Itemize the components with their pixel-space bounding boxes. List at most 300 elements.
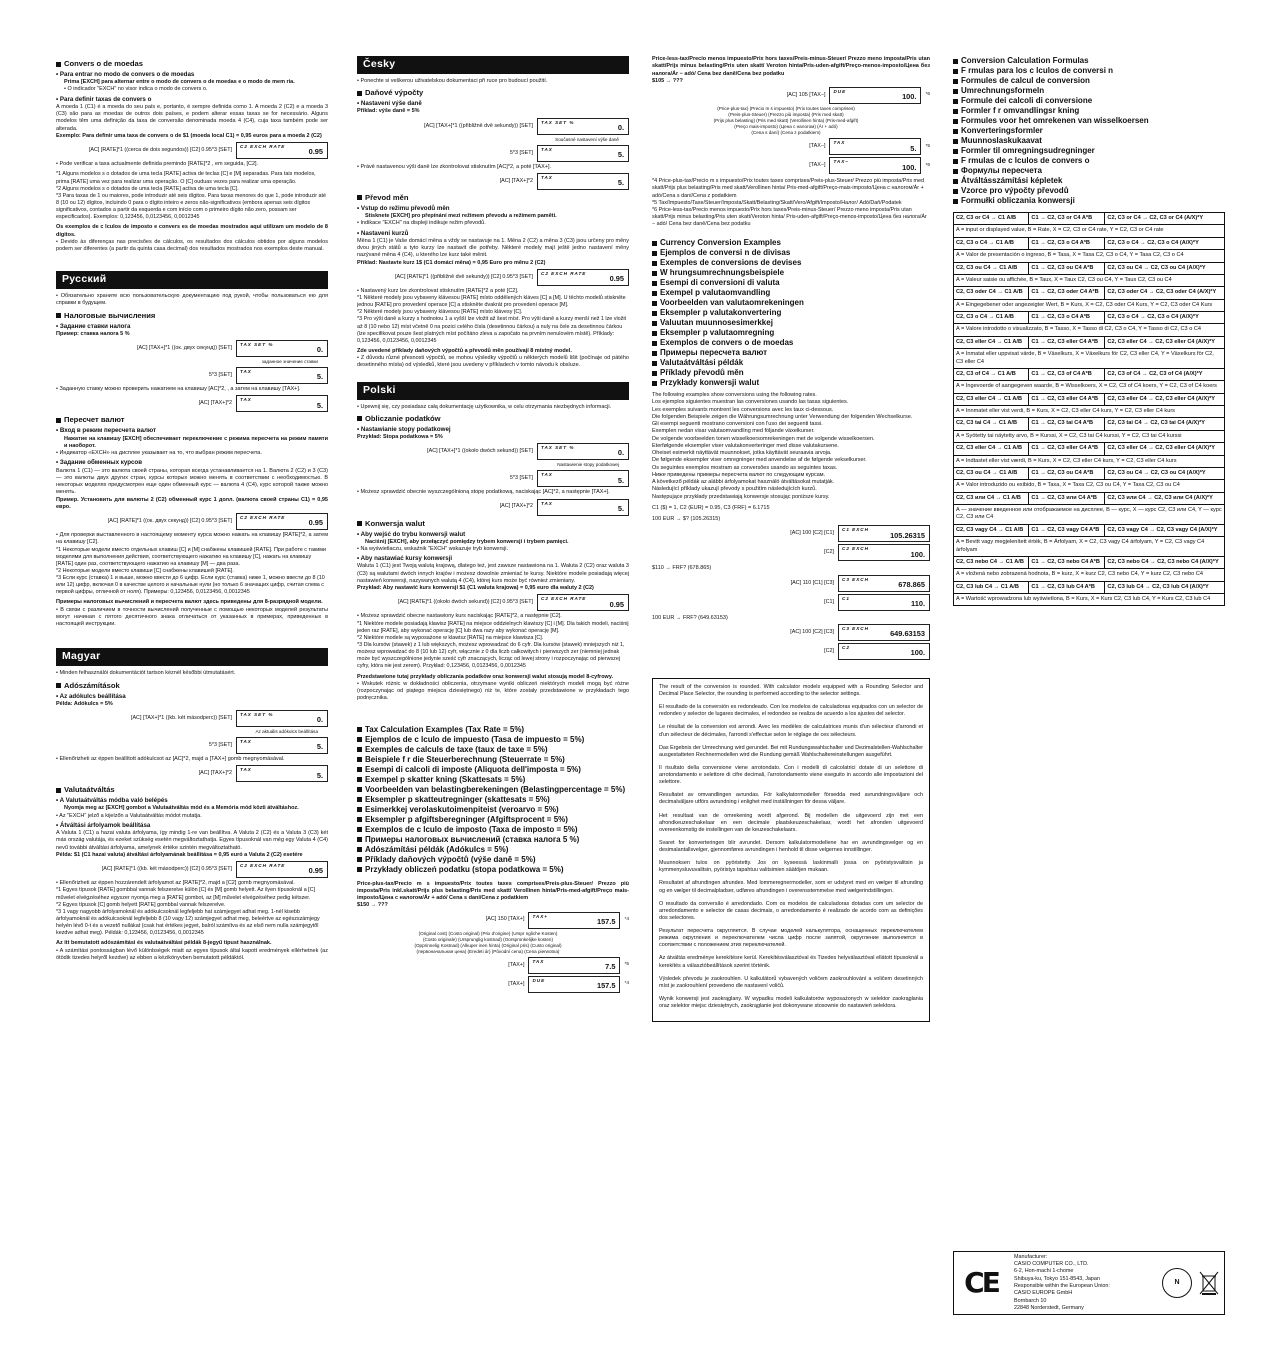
formula-heading-7: Konverteringsformler <box>953 126 1225 136</box>
pl-rate-example: Przykład: Aby nastawić kurs konwersji $1 (C1 waluta krajowa) = 0,95 euro dla waluty 2 (C2) <box>357 585 594 592</box>
table-cell: C2, C3 eller C4 → C2, C3 eller C4 (A/X)*Y <box>1105 443 1225 455</box>
table-cell: C2, C3 ou C4 → C2, C3 ou C4 (A/X)*Y <box>1105 467 1225 479</box>
less-tax-intro: Price-less-tax/Precio menos impuesto/Prix hors taxes/Preis-minus-Steuer/ Prezzo meno imposta/Pris utan skatt/Prijs minus belasting/Pris uten skatt/ Veroton hinta/Pris-uden-afgift/Preço-menos-imposto/Цена без налога/Ár − adó/ Cena bez daně/Cena bez podatku <box>652 56 930 77</box>
cz-cur-sub: • Vstup do režimu převodů měn <box>357 204 450 212</box>
rounding-paragraph: Výsledek převodu je zaokrouhlen. U kalkulátorů vybavených voličem zaokrouhlování a voličem desetinných míst je zaokrouhlení provedeno dle nastavení voličů. <box>659 975 923 989</box>
pt-ex3: • Devido às diferenças nas precisões de cálculos, os resultados dos cálculos obtidos por alguns modelos podem ser diferentes (a partir da quinta casa decimal) dos resultados mostrados nos exemplos deste manual. <box>56 238 328 253</box>
table-row <box>954 406 1225 418</box>
follow-line: Następujące przykłady przedstawiają konwersje stosując poniższe kursy. <box>652 493 830 500</box>
table-cell: C2, C3 ou C4 → C2, C3 ou C4 (A/X)*Y <box>1105 262 1225 274</box>
rounding-paragraph: Результат пересчета округляется. В случае моделей калькулятора, оснащенных переключателем режима округления и переключателем числа цифр после запятой, округление выполняется в соответствии с положением этих переключателей. <box>659 928 923 949</box>
column-1 <box>56 56 328 962</box>
currency-heading-12: Valutaátváltási példák <box>652 358 930 368</box>
formula-heading-9: Formler til omregningsudregninger <box>953 146 1225 156</box>
formula-table <box>953 212 1225 606</box>
cz-notes: *1 Některé modely jsou vybaveny klávesou [RATE] místo oddělených kláves [C] a [M]. U těchto modelů stiskněte jednou [RATE] pro provedení operace [C] a stiskněte dvakrát pro provedení operace [M]. *2 Některé modely jsou vybaveny klávesou [RATE] místo klávesy [C]. *3 Pro výši daně a kurzy s hodnotou 1 a vyšší lze vložit až šest míst. Pro výši daně a kurzy menší než 1 lze vložit až 8 (10 nebo 12) míst včetně 0 na pozici celého čísla (desetinnou čárkou) a nuly na čele za desetinnou čárkou (lze specifikovat pouze šest platných míst počítáno zleva a započato na prvním nenulovém místě). Příklady: 0,123456, 0,0123456, 0,0012345 <box>357 295 627 344</box>
currency-heading-1: Ejemplos de conversi n de divisas <box>652 248 930 258</box>
hu-rate-text: A Valuta 1 (C1) a hazai valuta árfolyama, így mindig 1-re van beállítva. A Valuta 2 (C2) és a Valuta 3 (C3) két más ország valutája, és ezeket szükség esetén megváltoztathatja. Egyes típusoknál van még egy Valuta 4 (C4) nevű további átváltási árfolyama, amelynek értéke szintén megváltoztatható. <box>56 830 328 851</box>
table-cell: C1 → C2, C3 or C4 A*B <box>1029 213 1105 225</box>
lang-bar-cz: Česky <box>357 56 629 74</box>
table-cell: C1 → C2, C3 eller C4 A*B <box>1029 393 1105 405</box>
table-cell: C2, C3 eller C4 → C2, C3 eller C4 (A/X)*Y <box>1105 336 1225 348</box>
tax-heading-13: Příklady daňových výpočtů (výše daně = 5%) <box>357 855 629 865</box>
hu-rate-example: Példa: $1 (C1 hazai valuta) átváltási árfolyamának beállítása = 0,95 euró a Valuta 2 (C2) esetére <box>56 851 303 858</box>
formula-heading-0: Conversion Calculation Formulas <box>953 56 1225 66</box>
table-note: A = Valor de presentación o ingreso, B = Tasa, X = Tasa C2, C3 o C4, Y = Tasa C2, C3 o C4 <box>954 250 1225 262</box>
ru-tax-heading: Налоговые вычисления <box>56 311 328 321</box>
hu-caption: Az aktuális adókulcs beállítása <box>255 728 318 734</box>
hu-tax-example: Példa: Adókulcs = 5% <box>56 700 113 707</box>
currency-heading-7: Eksempler p valutakonvertering <box>652 308 930 318</box>
table-row <box>954 455 1225 467</box>
rounding-paragraph: Wynik konwersji jest zaokrąglany. W wypadku modeli kalkulatorów wyposażonych w selektor zaokrąglania oraz selektor miejsc dziesiętnych, zaokrąglanie jest dokonywane stosownie do nastawień selektora. <box>659 995 923 1010</box>
cz-tax-example: Příklad: výše daně = 5% <box>357 108 420 115</box>
hu-key-row-2: 5*3 [SET] TAX 5. <box>56 737 328 754</box>
table-row <box>954 467 1225 479</box>
tax-heading-12: Adószámítási példák (Adókulcs = 5%) <box>357 845 629 855</box>
pl-cur-text: Naciśnij [EXCH], aby przełączyć pomiędzy trybem konwersji i trybem pamięci. <box>365 538 569 545</box>
cz-tax-check: • Právě nastavenou výši daně lze zkontrolovat stisknutím [AC]*2, a poté [TAX+]. <box>357 163 552 170</box>
table-cell: C2, C3 o C4 → C2, C3 o C4 (A/X)*Y <box>1105 312 1225 324</box>
follow-line: De følgende eksempler viser omregninger med anvendelse af de følgende vekselkurser. <box>652 457 867 464</box>
table-cell: C2, C3 eller C4 → C2, C3 eller C4 (A/X)*Y <box>1105 393 1225 405</box>
currency-heading-6: Voorbeelden van valutaomrekeningen <box>652 298 930 308</box>
cz-cur-heading: Převod měn <box>357 193 629 203</box>
table-row <box>954 262 1225 274</box>
hu-tax-check: • Ellenőrizheti az éppen beállított adókulcsot az [AC]*2, majd a [TAX+] gomb megnyomásával. <box>56 756 285 763</box>
pl-cur-ind: • Na wyświetlaczu, wskaźnik "EXCH" wskazuje tryb konwersji. <box>357 545 509 552</box>
ru-rate-example: Пример. Установить для валюты 2 (C2) обменный курс 1 долл. (валюта своей страны C1) = 0,95 евро. <box>56 496 328 510</box>
less-key-row-1: [AC] 105 [TAX−] DUE 100. *6 <box>652 87 930 104</box>
table-cell: C1 → C2, C3 of C4 A*B <box>1029 368 1105 380</box>
table-note: A = Indtastet eller vist værdi, B = Kurs, X = C2, C3 eller C4 kurs, Y = C2, C3 eller C4 kurs <box>954 455 1225 467</box>
table-cell: C2, C3 oder C4 → C1 A/B <box>954 287 1029 299</box>
table-cell: C1 → C2, C3 vagy C4 A*B <box>1029 524 1105 536</box>
table-cell: C2, C3 oder C4 → C2, C3 oder C4 (A/X)*Y <box>1105 287 1225 299</box>
rounding-paragraph: Il risultato della conversione viene arrotondato. Con i modelli di calcolatrici dotate di un selettore di arrotondamento e selettore di cifre decimali, l'arrotondamento viene eseguito in accordo alle impostazioni del selettore. <box>659 764 923 786</box>
currency-heading-14: Przykłady konwersji walut <box>652 378 930 388</box>
tax-key-row-2: [TAX+] TAX 7.5 *5 <box>357 957 629 974</box>
formula-headings <box>953 56 1225 206</box>
follow-line: Gli esempi seguenti mostrano conversioni con l'uso dei seguenti tassi. <box>652 421 823 428</box>
tax-footnotes: *4 Price-plus-tax/Precio m s impuesto/Prix toutes taxes comprises/Preis-plus-Steuer/ Prezzo più imposta/Pris med skatt/Prijs plus belasting/Pris med skatt/Verollinen hinta/ Pris-med-afgift/Preço-mais-imposto/Цена с налогом/Ár + adó/Cena s daní/Cena z podatkiem *5 Tax/Impuesto/Taxe/Steuer/Imposta/Skatt/Belasting/Skatt/Vero/Afgift/Imposto/Налог/ Adó/Daň/Podatek *6 Price-less-tax/Precio menos impuesto/Prix hors taxes/Preis-minus-Steuer/ Prezzo meno imposta/Pris utan skatt/Prijs minus belasting/Pris uten skatt/Veroton hinta/ Pris-uden-afgift/Preço-menos-imposto/Цена без налога/Ár − adó/ Cena bez daně/Cena bez podatku <box>652 178 927 228</box>
tax-heading-2: Exemples de calculs de taxe (taux de taxe = 5%) <box>357 745 629 755</box>
rounding-paragraph: Das Ergebnis der Umrechnung wird gerundet. Bei mit Rundungswahlschalter und Dezimalstellen-Wahlschalter ausgestatteten Rechnermodellen wird die Rundung gemäß Wahlschaltereinstellungen ausgeführt. <box>659 744 923 758</box>
table-cell: C2, C3 ou C4 → C1 A/B <box>954 262 1029 274</box>
pl-rate-check: • Możesz sprawdzić obecne nastawiony kurs naciskając [RATE]*2, a następnie [C2]. <box>357 613 562 620</box>
table-cell: C1 → C2, C3 lub C4 A*B <box>1029 581 1105 593</box>
tax-question: $150 → ??? <box>357 902 388 909</box>
rounding-paragraph: Muunnoksen tulos on pyöristetty. Jos on kyseessä laskinmalli jossa on pyöristysvalitsin ja kymmenysluvuvalitsin, pyöristys tapahtuu valitsimien säätöjen mukaan. <box>659 860 923 874</box>
hu-key-row-4: [AC] [RATE]*1 ((kb. két másodperc)) [C2] 0.95*3 [SET] C2 EXCH RATE 0.95 <box>56 861 328 878</box>
formula-heading-6: Formules voor het omrekenen van wisselkoersen <box>953 116 1225 126</box>
hu-rate-sub: • Átváltási árfolyamok beállítása <box>56 821 151 829</box>
tax-heading-10: Exemplos de c lculo de imposto (Taxa de imposto = 5%) <box>357 825 629 835</box>
ru-tax-example: Пример: ставка налога 5 % <box>56 330 130 337</box>
currency-example-headings <box>652 238 930 388</box>
table-note: A = vložená nebo zobrazená hodnota, B = kurz, X = kurz C2, C3 nebo C4, Y = kurz C2, C3 nebo C4 <box>954 569 1225 581</box>
lang-bar-hu: Magyar <box>56 648 328 666</box>
table-cell: C1 → C2, C3 oder C4 A*B <box>1029 287 1105 299</box>
table-cell: C1 → C2, C3 ou C4 A*B <box>1029 467 1105 479</box>
pl-rate-text: Waluta 1 (C1) jest Twoją walutą krajową, dlatego też, jest zawsze nastawiona na 1. Waluta 2 (C2) oraz waluta 3 (C3) są walutami dwóch innych krajów i możesz dowolnie zmieniać te kursy. Niektóre modele posiadają więcej nastawień konwersji, nazywanych walutą 4 (C4), której kurs może być również zmieniany. <box>357 563 629 584</box>
currency-heading-13: Příklady převodů měn <box>652 368 930 378</box>
tax-heading-1: Ejemplos de c lculo de impuesto (Tasa de impuesto = 5%) <box>357 735 629 745</box>
manufacturer-box <box>953 1251 1225 1315</box>
table-cell: C1 → C2, C3 tai C4 A*B <box>1029 418 1105 430</box>
pl-key-row-1: [AC] [TAX+]*1 ((około dwóch sekund)) [SET] TAX SET % 0. <box>357 443 629 460</box>
cz-rate-check: • Nastavený kurz lze zkontrolovat stisknutím [RATE]*2 a poté [C2]. <box>357 287 519 294</box>
table-row <box>954 537 1225 557</box>
rounding-paragraph: Het resultaat van de omrekening wordt afgerond. Bij modellen die uitgevoerd zijn met een afrondkeuzeschakelaar en een decimale plaatskeuzeschakelaar, wordt het afronden uitgevoerd overeenkomstig de instellingen van de keuzeschakelaars. <box>659 812 923 833</box>
pt-key-row <box>56 142 328 159</box>
cz-rate-sub: • Nastavení kurzů <box>357 229 409 237</box>
table-row <box>954 505 1225 525</box>
table-row <box>954 556 1225 568</box>
table-row <box>954 237 1225 249</box>
follow-text <box>652 392 930 501</box>
conv-q3: 100 EUR → FRF? (649.63153) <box>652 614 728 621</box>
table-cell: C1 → C2, C3 eller C4 A*B <box>1029 336 1105 348</box>
table-note: A = input or displayed value, B = Rate, X = C2, C3 or C4 rate, Y = C2, C3 or C4 rate <box>954 225 1225 237</box>
pl-notes: *1 Niektóre modele posiadają klawisz [RATE] na miejsce oddzielnych klawiszy [C] i [M]. Dla takich modeli, naciśnij jeden raz [RATE], aby wykonać operację [C] lub dwa razy aby wykonać operację [M]. *2 Niektóre modele są wyposażone w klawisz [RATE] na miejsce klawisza [C]. *3 Dla kursów (stawek) z 1 lub większych, możesz wprowadzać do 6 cyfr. Dla kursów (stawek) mniejszych niż 1, możesz wprowadzać do 8 (10 lub 12) cyfr, włącznie z 0 dla liczb całkowitych i pierwszych zer (niemniej jednak może być wyszczególnione jedynie sześć cyfr znaczących, licząc od lewej strony i rozpoczynając od pierwszej cyfry, która nie jest zerem). Przykład: 0,123456, 0,0123456, 0,0012345 <box>357 620 629 670</box>
rounding-note-box <box>652 678 930 1022</box>
ru-cur-text: Нажатие на клавишу [EXCH] обеспечивает переключение с режима пересчета на режим памяти и наоборот. <box>64 435 328 449</box>
table-cell: C1 → C2, C3 nebo C4 A*B <box>1029 556 1105 568</box>
table-cell: C2, C3 vagy C4 → C2, C3 vagy C4 (A/X)*Y <box>1105 524 1225 536</box>
conv-row-1: [AC] 100 [C2] [C1] C1 EXCH 105.26315 <box>652 525 930 542</box>
tax-key-row-1: [AC] 150 [TAX+] TAX+ 157.5 *4 <box>357 912 629 929</box>
pl-intro: • Upewnij się, czy posiadasz całą dokumentację użytkownika, w celu otrzymania niezbędnych informacji. <box>357 403 612 410</box>
pt-entry-heading: • Para entrar no modo de convers o de moedas <box>56 71 195 79</box>
table-note: A = Inmatat eller uppvisat värde, B = Växelkurs, X = Växelkurs för C2, C3 eller C4, Y = Växelkurs för C2, C3 eller C4 <box>954 349 1225 369</box>
table-cell: C2, C3 or C4 → C1 A/B <box>954 213 1029 225</box>
tax-heading-7: Eksempler p skatteutregninger (skattesats = 5%) <box>357 795 629 805</box>
currency-heading-9: Eksempler p valutaomregning <box>652 328 930 338</box>
column-4 <box>953 56 1225 606</box>
table-cell: C2, C3 nebo C4 → C2, C3 nebo C4 (A/X)*Y <box>1105 556 1225 568</box>
tax-heading-5: Exempel p skatter kning (Skattesats = 5%) <box>357 775 629 785</box>
table-cell: C1 → C2, C3 ou C4 A*B <box>1029 262 1105 274</box>
table-cell: C2, C3 tai C4 → C2, C3 tai C4 (A/X)*Y <box>1105 418 1225 430</box>
table-cell: C2, C3 ou C4 → C1 A/B <box>954 467 1029 479</box>
ru-tax-check: • Заданную ставку можно проверить нажатием на клавишу [AC]*2, , а затем на клавишу [TAX+]. <box>56 386 301 393</box>
cz-cur-ind: • Indikace "EXCH" na displeji indikuje režim převodů. <box>357 220 486 227</box>
table-row <box>954 324 1225 336</box>
pt-heading: Convers o de moedas <box>56 59 328 69</box>
table-row <box>954 213 1225 225</box>
ru-key-row-2: 5*3 [SET] TAX 5. <box>56 367 328 384</box>
column-2 <box>357 56 629 995</box>
ru-key-row-4: [AC] [RATE]*1 ((ок. двух секунд)) [C2] 0.95*3 [SET] C2 EXCH RATE 0.95 <box>56 513 328 530</box>
table-row <box>954 368 1225 380</box>
table-cell: C2, C3 o C4 → C1 A/B <box>954 237 1029 249</box>
table-row <box>954 336 1225 348</box>
follow-line: Los ejemplos siguientes muestran las conversiones usando las tasas siguientes. <box>652 399 849 406</box>
ru-ex3: • В связи с различием в точности вычислений полученные с помощью некоторых моделей результаты могут начиная с пятого десятичного знака отличаться от указанных в примерах, приведенных в настоящей инструкции. <box>56 606 328 628</box>
table-note: A = Eingegebener oder angezeigter Wert, B = Kurs, X = C2, C3 oder C4 Kurs, Y = C2, C3 oder C4 Kurs <box>954 299 1225 311</box>
table-cell: C2, C3 eller C4 → C1 A/B <box>954 393 1029 405</box>
cz-rate-text: Měna 1 (C1) je Vaše domácí měna a vždy se nastavuje na 1. Měna 2 (C2) a měna 3 (C3) jsou určeny pro měny dvou jiných států a tyto kurzy lze nastavit dle potřeby. Některé modely mají ještě jedno nastavení měny nazývané měna 4 (C4), u kterého lze kurz také měnit. <box>357 237 629 259</box>
pt-entry-text: Prima [EXCH] para alternar entre o modo de convers o de moedas e o modo de mem ria. <box>64 79 295 86</box>
column-3 <box>652 56 930 1022</box>
rates-line: C1 ($) = 1, C2 (EUR) = 0.95, C3 (FRF) = 6.1715 <box>652 504 770 511</box>
formula-heading-8: Muunnoslaskukaavat <box>953 136 1225 146</box>
table-row <box>954 581 1225 593</box>
formula-heading-4: Formule dei calcoli di conversione <box>953 96 1225 106</box>
rounding-paragraph: Resultatet av omvandlingen avrundas. För kalkylatormodeller försedda med avrundningsväljare och decimalväljare utförs avrundning i enlighet med inställningen för dessa väljare. <box>659 792 923 806</box>
tax-intro: Price-plus-tax/Precio m s impuesto/Prix toutes taxes comprises/Preis-plus-Steuer/ Prezzo più imposta/Pris inkl.skatt/Prijs plus belasting/Pris med skatt/ Verollinen hinta/Pris-med-afgift/Preço mais-imposto/Цена с налогом/Ár + adó/ Cena s daní/Cena z podatkiem <box>357 880 629 902</box>
follow-line: The following examples show conversions using the following rates. <box>652 392 817 399</box>
follow-line: Oheiset esimerkit näyttävät muunnokset, jotka käyttävät seuraavia arvoja. <box>652 450 832 457</box>
table-note: A = Bevitt vagy megjelenített érték, B = Árfolyam, X = C2, C3 vagy C4 árfolyam, Y = C2, C3 vagy C4 árfolyam <box>954 537 1225 557</box>
tax-key-row-3: [TAX+] DUE 157.5 *4 <box>357 976 629 993</box>
table-row <box>954 393 1225 405</box>
follow-line: Exemplen nedan visar valutaomvandling med följande växelkurser. <box>652 428 815 435</box>
follow-line: A következő példák az alábbi árfolyamokat használó átváltásokat mutatják. <box>652 479 835 486</box>
formula-heading-13: Vzorce pro výpočty převodů <box>953 186 1225 196</box>
table-cell: C2, C3 vagy C4 → C1 A/B <box>954 524 1029 536</box>
rounding-paragraph: El resultado de la conversión es redondeado. Con los modelos de calculadoras equipados con un selector de redondeo y selector de lugares decimales, el redondeo se realiza de acuerdo a los ajustes del selector. <box>659 704 923 718</box>
pt-rates-heading: • Para definir taxas de convers o <box>56 95 152 103</box>
formula-heading-1: F rmulas para los c lculos de conversi n <box>953 66 1225 76</box>
cz-tax-sub: • Nastavení výše daně <box>357 100 422 108</box>
follow-line: Les exemples suivants montrent les conversions avec les taux ci-dessous. <box>652 406 834 413</box>
table-note: A — значение введенное или отображаемое на дисплее, B — курс, X — курс C2, C3 или C4, Y — курс C2, C3 или C4 <box>954 505 1225 525</box>
table-note: A = Wartość wprowadzona lub wyświetlona, B = Kurs, X = Kurs C2, C3 lub C4, Y = Kurs C2, C3 lub C4 <box>954 594 1225 606</box>
ru-cur-heading: Пересчет валют <box>56 415 328 425</box>
cz-tax-heading: Daňové výpočty <box>357 88 629 98</box>
table-row <box>954 569 1225 581</box>
rounding-paragraph: Le résultat de la conversion est arrondi. Avec les modèles de calculatrices munis d'un sélecteur d'arrondi et d'un sélecteur de décimales, l'arrondi s'effectue selon le réglage de ces sélecteurs. <box>659 724 923 738</box>
table-row <box>954 443 1225 455</box>
hu-key-row-1: [AC] [TAX+]*1 ((kb. két másodperc)) [SET] TAX SET % 0. <box>56 710 328 727</box>
table-cell: C1 → C2, C3 o C4 A*B <box>1029 312 1105 324</box>
pt-notes: *1 Alguns modelos s o dotados de uma tecla [RATE] activa de teclas [C] e [M] separadas. Para tais modelos, prima [RATE] uma vez para realizar uma operação. O [C] ouduas vezes para realizar uma operação. *2 Alguns modelos s o dotados de uma tecla [RATE] activa de uma tecla [C]. *3 Para taxas de 1 ou maiores, pode introduzir até seis dígitos. Para taxas menores do que 1, pode introduzir até 8 (10 ou 12) dígitos, incluindo 0 para o dígito inteiro e zeros não-significativos (embora apenas seis dígitos significativos, contados a partir da esquerda e com início com o primeiro dígito não zero, possam ser especificados). Exemplos: 0,123456, 0,0123456, 0,0012345 <box>56 171 326 221</box>
tax-heading-8: Esimerkkej verolaskutoimenpiteist (veroarvo = 5%) <box>357 805 629 815</box>
hu-intro: • Minden felhasználói dokumentációt tartson kéznél későbbi útmutatásért. <box>56 670 236 677</box>
follow-line: Die folgenden Beispiele zeigen die Währungsumrechnung unter Verwendung der folgenden Wechselkurse. <box>652 413 913 420</box>
cz-key-row-1: [AC] [TAX+]*1 ((přibližně dvě sekundy)) [SET] TAX SET % 0. <box>357 118 629 135</box>
formula-heading-2: Formules de calcul de conversion <box>953 76 1225 86</box>
ru-rate-sub: • Задание обменных курсов <box>56 459 142 467</box>
rounding-paragraph: Svaret for konverteringen blir avrundet. Dersom kalkulatormodellene har en avrundingsvelger og en desimalantallsvelger, gjennomføres avrundingen i henhold til disse velgernes innstillinger. <box>659 839 923 854</box>
manufacturer-line: CASIO EUROPE GmbH <box>1014 1290 1073 1297</box>
table-cell: C2, C3 eller C4 → C1 A/B <box>954 336 1029 348</box>
conv-row-6: [C2] C2 100. <box>652 643 930 660</box>
formula-heading-5: Formler f r omvandlingsr kning <box>953 106 1225 116</box>
currency-heading-10: Exemplos de convers o de moedas <box>652 338 930 348</box>
ru-key-row-3: [AC] [TAX+]*2 TAX 5. <box>56 395 328 412</box>
pl-cur-heading: Konwersja walut <box>357 519 629 529</box>
cz-intro: • Ponechte si veškerou uživatelskou dokumentaci při ruce pro budoucí použití. <box>357 77 548 84</box>
tax-captions: (Original cost) (Costo original) (Prix d'origine) (Urspr ngliche Kosten) (Costo originale) (Ursprunglig kostnad) (Oorspronkelijke kosten) (Opprinnelig Kostnad) (Alkuper inen hinta) (Original pris) (Custo original) (первоначальная цена) (Eredeti ár) (Původní cena) (Cena pierwotna) <box>414 930 562 954</box>
pl-key-row-2: 5*3 [SET] TAX 5. <box>357 470 629 487</box>
pt-example: Exemplo: Para definir uma taxa de convers o de $1 (moeda local C1) = 0,95 euros para a moeda 2 (C2) <box>56 132 322 139</box>
table-cell: C2, C3 или C4 → C1 A/B <box>954 492 1029 504</box>
table-row <box>954 480 1225 492</box>
conv-q1: 100 EUR → $? (105.26315) <box>652 516 721 523</box>
pl-ex3: • Wskutek różnic w dokładności obliczenia, otrzymane wyniki obliczeń niektórych modeli mogą być różne (rozpoczynając od piątego miejsca dziesiętnego) niż te, które zostały przedstawione w przykładach tego podręcznika. <box>357 680 629 702</box>
table-cell: C2, C3 tai C4 → C1 A/B <box>954 418 1029 430</box>
rounding-paragraph: Resultatet af afrundingen afrundes. Med lommeregnermodeller, som er udstyret med en vælger til afrunding og en vælger til decimalpladser, udføres afrundingen i overensstemmelse med vælgerindstillingen. <box>659 880 923 894</box>
less-captions: (Price-plus-tax) (Precio m s impuesto) (Prix toutes taxes comprises) (Preis-plus-Steuer) (Prezzo più imposta) (Pris med skatt) (Prijs plus belasting) (Pris med skatt) (Verollinen hinta) (Pris-med-afgift) (Preço mais-imposto) (Цена с налогом) (Ár + adó) (Cena s daní) (Cena z podatkiem) <box>713 106 859 136</box>
rounding-paragraph: Az átváltás eredménye kerekítésre kerül. Kerekítésválasztóval és Tizedes helyválasztóval ellátott típusoknál a kerekítés a választóbeállítások szerint történik. <box>659 955 923 969</box>
cz-ex3: • Z důvodu různé přesnosti výpočtů, se mohou výsledky výpočtů u některých modelů lišit (počínaje od pátého desetinného místa) od výsledků, které jsou uvedeny v příkladech v tomto návodu k obsluze. <box>357 355 629 369</box>
tax-heading-3: Beispiele f r die Steuerberechnung (Steuerrate = 5%) <box>357 755 629 765</box>
ru-ex2: Примеры налоговых вычислений и пересчета валют здесь приведены для 8-разрядной модели. <box>56 599 323 606</box>
rounding-paragraph: The result of the conversion is rounded. With calculator models equipped with a Rounding Selector and Decimal Place Selector, the rounding is performed according to the selector settings. <box>659 683 923 698</box>
pl-tax-sub: • Nastawianie stopy podatkowej <box>357 425 451 433</box>
manufacturer-line: 6-2, Hon-machi 1-chome <box>1014 1268 1074 1275</box>
less-key-row-2: [TAX−] TAX 5. *5 <box>652 138 930 155</box>
cz-caption: Současné nastavení výše daně <box>555 136 619 142</box>
cz-key-row-3: [AC] [TAX+]*2 TAX 5. <box>357 173 629 190</box>
cz-key-row-4: [AC] [RATE]*1 ((přibližně dvě sekundy)) [C2] 0.95*3 [SET] C2 EXCH RATE 0.95 <box>357 269 629 286</box>
key-sequence: [AC] [RATE]*1 ((cerca de dois segundos)) [C2] 0.95*3 [SET] <box>88 147 232 154</box>
pl-tax-check: • Możesz sprawdzić obecnie wyszczególnioną stopę podatkową, naciskając [AC]*2, a następnie [TAX+]. <box>357 489 610 496</box>
follow-line: Následující příklady ukazují převody s použitím následujících kurzů. <box>652 486 817 493</box>
cz-rate-example: Příklad: Nastavte kurz 1$ (C1 domácí měna) = 0,95 Euro pro měnu 2 (C2) <box>357 259 546 266</box>
pl-caption: Nastawienie stopy podatkowej <box>557 462 619 468</box>
table-row <box>954 250 1225 262</box>
table-cell: C2, C3 lub C4 → C2, C3 lub C4 (A/X)*Y <box>1105 581 1225 593</box>
nc-mark-icon: N <box>1162 1268 1192 1298</box>
currency-heading-0: Currency Conversion Examples <box>652 238 930 248</box>
hu-tax-heading: Adószámítások <box>56 681 328 691</box>
tax-heading-6: Voorbeelden van belastingberekeningen (Belastingpercentage = 5%) <box>357 785 629 795</box>
ru-notes: *1 Некоторые модели вместо отдельных клавиш [C] и [M] снабжены клавишей [RATE]. При работе с такими моделями для выполнения действия, соответствующего нажатию на клавишу [C], нажать на клавишу [RATE] один раз, соответствующего нажатию на клавишу [M] — два раза. *2 Некоторые модели вместо клавиши [C] снабжены клавишей [RATE]. *3 Если курс (ставка) 1 и выше, можно ввести до 6 цифр. Если курс (ставка) ниже 1, можно ввести до 8 (10 или 12) цифр, включая 0 в качестве целого и начальные нули (но только 6 значащих цифр, считая слева с первой цифры, отличной от ноля). Примеры: 0,123456, 0,0123456, 0,0012345 <box>56 546 326 596</box>
pl-tax-heading: Obliczanie podatków <box>357 414 629 424</box>
ru-rate-text: Валюта 1 (C1) — это валюта своей страны, которая всегда устанавливается на 1. Валюта 2 (C2) и 3 (C3) — это валюты двух других стран, курсы которых можно менять в соответствии с необходимостью. В некоторых моделях предусмотрен еще один обменный курс — валюта 4 (C4), курс которой также можно менять. <box>56 467 328 496</box>
crossed-bin-icon <box>1198 1270 1220 1296</box>
ru-intro: • Обязательно храните всю пользовательскую документацию под рукой, чтобы пользоваться ею для справки в будущем. <box>56 293 328 307</box>
table-row <box>954 418 1225 430</box>
pl-key-row-4: [AC] [RATE]*1 ((około dwóch sekund)) [C2] 0.95*3 [SET] C2 EXCH RATE 0.95 <box>357 594 629 611</box>
manufacturer-line: Bornbarch 10 <box>1014 1297 1047 1304</box>
hu-cur-ind: • Az "EXCH" jelző a kijelzőn a Valutaátváltás módot mutatja. <box>56 812 202 819</box>
hu-cur-heading: Valutaátváltás <box>56 785 328 795</box>
hu-ex2: Az itt bemutatott adószámítási és valutaátváltási példák 8-jegyű típust használnak. <box>56 940 272 947</box>
table-row <box>954 492 1225 504</box>
table-cell: C2, C3 o C4 → C1 A/B <box>954 312 1029 324</box>
table-row <box>954 274 1225 286</box>
table-note: A = Syötetty tai näytetty arvo, B = Kurssi, X = C2, C3 tai C4 kurssi, Y = C2, C3 tai C4 kurssi <box>954 430 1225 442</box>
ru-rate-check: • Для проверки выставленного в настоящему моменту курса можно нажать на клавишу [RATE]*2, а затем на клавишу [C2]. <box>56 532 328 546</box>
tax-heading-4: Esempi di calcoli di imposte (Aliquota dell'imposta = 5%) <box>357 765 629 775</box>
table-cell: C2, C3 of C4 → C1 A/B <box>954 368 1029 380</box>
hu-tax-sub: • Az adókulcs beállítása <box>56 692 126 700</box>
table-cell: C2, C3 eller C4 → C1 A/B <box>954 443 1029 455</box>
table-cell: C2, C3 or C4 → C2, C3 or C4 (A/X)*Y <box>1105 213 1225 225</box>
pt-entry-bullet: • O indicador "EXCH" no visor indica o modo de convers o. <box>64 86 208 93</box>
tax-heading-9: Eksempler p afgiftsberegninger (Afgiftsprocent = 5%) <box>357 815 629 825</box>
tax-heading-0: Tax Calculation Examples (Tax Rate = 5%) <box>357 725 629 735</box>
tax-example-headings <box>357 725 629 875</box>
hu-key-row-3: [AC] [TAX+]*2 TAX 5. <box>56 765 328 782</box>
follow-line: Ниже приведены примеры пересчета валют по следующим курсам. <box>652 471 826 478</box>
ru-tax-sub: • Задание ставки налога <box>56 322 131 330</box>
table-cell: C2, C3 of C4 → C2, C3 of C4 (A/X)*Y <box>1105 368 1225 380</box>
table-cell: C1 → C2, C3 o C4 A*B <box>1029 237 1105 249</box>
conv-row-5: [AC] 100 [C2] [C3] C3 EXCH 649.63153 <box>652 624 930 641</box>
tax-heading-14: Przykłady obliczeń podatku (stopa podatkowa = 5%) <box>357 865 629 875</box>
manufacturer-line: CASIO COMPUTER CO., LTD. <box>1014 1261 1089 1268</box>
lcd-display: C2 EXCH RATE 0.95 <box>236 142 328 159</box>
conv-row-2: [C2] C2 EXCH 100. <box>652 544 930 561</box>
pl-cur-sub: • Aby wejść do trybu konwersji walut <box>357 530 466 538</box>
currency-heading-4: Esempi di conversioni di valuta <box>652 278 930 288</box>
formula-heading-10: F rmulas de c lculos de convers o <box>953 156 1225 166</box>
hu-rate-check: • Ellenőrizheti az éppen hozzárendelt árfolyamot az [RATE]*2, majd a [C2] gomb megnyomásával. <box>56 880 295 887</box>
rounding-paragraph: O resultado da conversão é arredondado. Com os modelos de calculadoras dotadas com um selector de arredondamento e selector de casas decimais, o arredondamento é realizado de acordo com as definições dos selectores. <box>659 900 923 921</box>
table-cell: C1 → C2, C3 eller C4 A*B <box>1029 443 1105 455</box>
hu-notes: *1 Egyes típusok [RATE] gombbal vannak felszerelve külön [C] és [M] gomb helyett. Az ilyen típusoknál a [C] művelet elvégzéséhez egyszer nyomja meg a [RATE] gombot, az [M] művelet elvégzéséhez pedig kétszer. *2 Egyes típusok [C] gomb helyett [RATE] gombbal vannak felszerelve. *3 1 vagy nagyobb árfolyamoknál és adókulcsoknál legfeljebb hat számjegyet adhat meg. 1-nél kisebb árfolyamoknál és adókulcsoknál legfeljebb 8 (10 vagy 12) számjegyet adhat meg, beleértve az egészszámjegy helyén lévő 0-t és a vezető nullákat (csak hat értékes jegyet, balról számítva és az első nem nulla számjegytől kezdve adhat meg). Példák: 0,123456, 0,0123456, 0,0012345 <box>56 887 320 937</box>
pl-tax-example: Przykład: Stopa podatkowa = 5% <box>357 433 443 440</box>
cz-ex2: Zde uvedené příklady daňových výpočtů a převodů měn používají 8 místný model. <box>357 347 572 354</box>
ce-mark-icon: CE <box>964 1265 998 1299</box>
cz-cur-text: Stisknete [EXCH] pro přepínání mezi režimem převodu a režimem paměti. <box>365 213 557 220</box>
ru-cur-ind: • Индикатор «EXCH» на дисплее указывает на то, что выбран режим пересчета. <box>56 450 262 457</box>
conv-q2: $110 → FRF? (678.865) <box>652 565 712 572</box>
ru-key-row-1: [AC] [TAX+]*1 ((ок. двух секунд)) [SET] TAX SET % 0. <box>56 340 328 357</box>
table-row <box>954 225 1225 237</box>
currency-heading-5: Exempel p valutaomvandling <box>652 288 930 298</box>
hu-cur-sub: • A Valutaátváltás módba való belépés <box>56 797 168 805</box>
conv-row-3: [AC] 110 [C1] [C3] C3 EXCH 678.865 <box>652 575 930 592</box>
table-row <box>954 524 1225 536</box>
table-cell: C2, C3 o C4 → C2, C3 o C4 (A/X)*Y <box>1105 237 1225 249</box>
pt-check: • Pode verificar a taxa actualmente definida premindo [RATE]*2 , em seguida, [C2]. <box>56 161 259 168</box>
currency-heading-11: Примеры пересчета валют <box>652 348 930 358</box>
manufacturer-text <box>1004 1254 1162 1312</box>
hu-cur-text: Nyomja meg az [EXCH] gombot a Valutaátváltás mód és a Memória mód közti átváltáshoz. <box>64 805 299 812</box>
ru-caption: заданное значение ставки <box>261 359 318 365</box>
tax-heading-11: Примеры налоговых вычислений (ставка налога 5 %) <box>357 835 629 845</box>
pt-rates-text: A moeda 1 (C1) é a moeda do seu país e, portanto, é sempre definida como 1. A moeda 2 (C2) e a moeda 3 (C3) são para as moedas de outros dois países, e podem alterar essas taxas se for necessário. Alguns modelos têm uma definição da taxa de conversão denominada moeda 4 (C4), cuja taxa também pode ser alterada. <box>56 103 328 132</box>
table-row <box>954 594 1225 606</box>
table-cell: C2, C3 или C4 → C2, C3 или C4 (A/X)*Y <box>1105 492 1225 504</box>
table-cell: C1 → C2, C3 или C4 A*B <box>1029 492 1105 504</box>
table-row <box>954 381 1225 393</box>
table-row <box>954 299 1225 311</box>
less-key-row-3: [TAX−] TAX− 100. *6 <box>652 157 930 174</box>
manufacturer-line: Responsible within the European Union: <box>1014 1283 1110 1289</box>
table-row <box>954 312 1225 324</box>
formula-heading-3: Umrechnungsformeln <box>953 86 1225 96</box>
lang-bar-pl: Polski <box>357 382 629 400</box>
formula-heading-11: Формулы пересчета <box>953 166 1225 176</box>
conv-row-4: [C1] C1 110. <box>652 594 930 611</box>
table-row <box>954 287 1225 299</box>
currency-heading-8: Valuutan muunnosesimerkkej <box>652 318 930 328</box>
manufacturer-line: 22848 Norderstedt, Germany <box>1014 1304 1084 1311</box>
table-cell: C2, C3 lub C4 → C1 A/B <box>954 581 1029 593</box>
less-tax-question: $105 → ??? <box>652 77 683 84</box>
table-row <box>954 430 1225 442</box>
currency-heading-2: Exemples de conversions de devises <box>652 258 930 268</box>
follow-line: De volgende voorbeelden tonen wisselkoersomrekeningen met de volgende wisselkoersen. <box>652 435 875 442</box>
manufacturer-line: Manufacturer: <box>1014 1253 1048 1260</box>
table-note: A = Valor introduzido ou exibido, B = Taxa, X = Taxa C2, C3 ou C4, Y = Taxa C2, C3 ou C4 <box>954 480 1225 492</box>
table-note: A = Valore introdotto o visualizzato, B = Tasso, X = Tasso di C2, C3 o C4, Y = Tasso di C2, C3 o C4 <box>954 324 1225 336</box>
table-note: A = Valeur saisie ou affichée, B = Taux, X = Taux C2, C3 ou C4, Y = Taux C2, C3 ou C4 <box>954 274 1225 286</box>
formula-heading-12: Átváltásszámítási képletek <box>953 176 1225 186</box>
pl-key-row-3: [AC] [TAX+]*2 TAX 5. <box>357 499 629 516</box>
ru-cur-sub: • Вход в режим пересчета валют <box>56 427 157 435</box>
manufacturer-line: Shibuya-ku, Tokyo 151-8543, Japan <box>1014 1275 1100 1282</box>
currency-heading-3: W hrungsumrechnungsbeispiele <box>652 268 930 278</box>
